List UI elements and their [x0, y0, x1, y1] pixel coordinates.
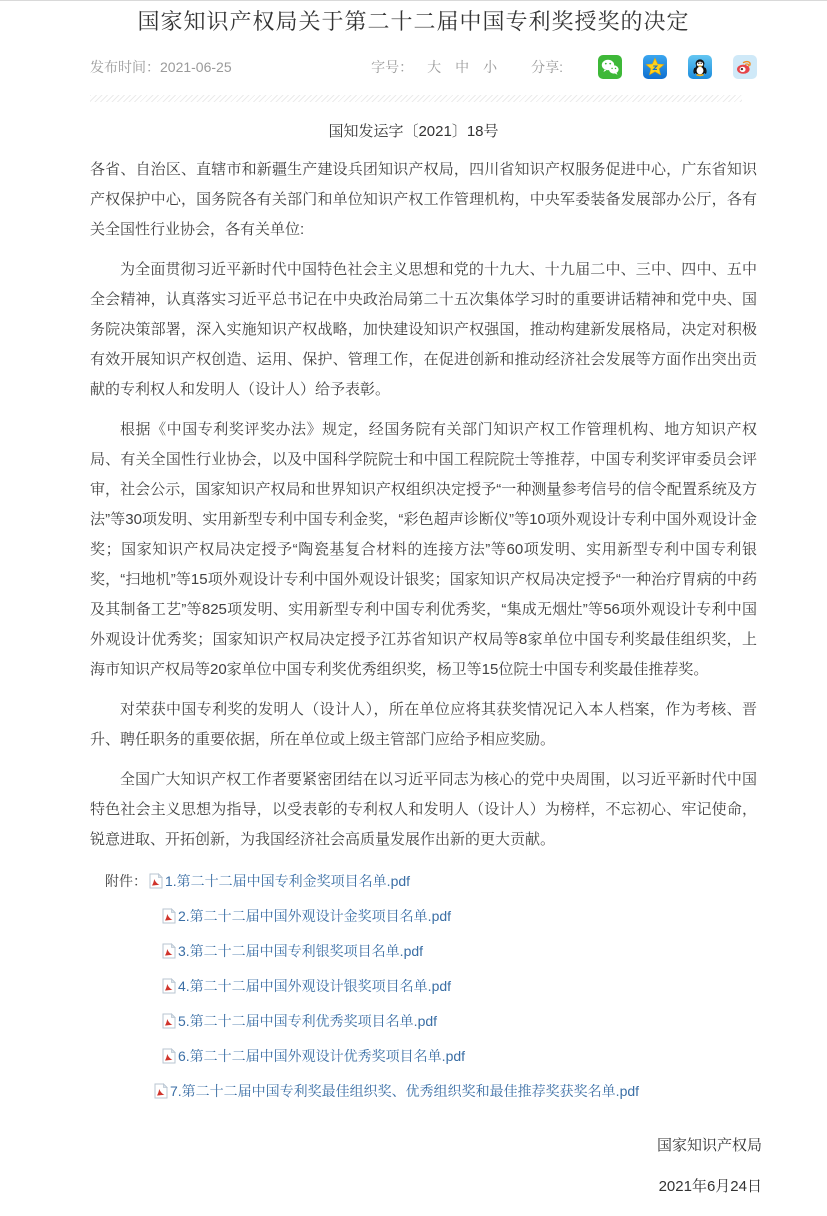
paragraph-body: 根据《中国专利奖评奖办法》规定，经国务院有关部门知识产权工作管理机构、地方知识产权局、有关全国性行业协会，以及中国科学院院士和中国工程院院士等推荐，中国专利奖评审委员会评审，社会公示，国家知识产权局和世界知识产权组织决定授予“一种测量参考信号的信令配置系统及方法”等30项发明、实用新型专利中国专利金奖，“彩色超声诊断仪”等10项外观设计专利中国外观设计金奖；国家知识产权局决定授予“陶瓷基复合材料的连接方法”等60项发明、实用新型专利中国专利银奖，“扫地机”等15项外观设计专利中国外观设计银奖；国家知识产权局决定授予“一种治疗胃病的中药及其制备工艺”等825项发明、实用新型专利中国专利优秀奖，“集成无烟灶”等56项外观设计专利中国外观设计优秀奖；国家知识产权局决定授予江苏省知识产权局等8家单位中国专利奖最佳组织奖，上海市知识产权局等20家单位中国专利奖优秀组织奖，杨卫等15位院士中国专利奖最佳推荐奖。	[90, 421, 757, 678]
page-title: 国家知识产权局关于第二十二届中国专利奖授奖的决定	[137, 9, 690, 34]
pdf-file-icon	[162, 943, 176, 959]
attachment-link-1[interactable]: 1.第二十二届中国专利金奖项目名单.pdf	[165, 873, 411, 889]
share-label: 分享:	[531, 59, 563, 75]
paragraph-body: 为全面贯彻习近平新时代中国特色社会主义思想和党的十九大、十九届二中、三中、四中、五中全会精神，认真落实习近平总书记在中央政治局第二十五次集体学习时的重要讲话精神和党中央、国务院决策部署，深入实施知识产权战略，加快建设知识产权强国，推动构建新发展格局，决定对积极有效开展知识产权创造、运用、保护、管理工作，在促进创新和推动经济社会发展等方面作出突出贡献的专利权人和发明人（设计人）给予表彰。	[90, 261, 757, 398]
share-group	[531, 55, 757, 79]
share-weibo-button[interactable]	[733, 55, 757, 79]
pdf-file-icon	[162, 908, 176, 924]
attachment-link-7[interactable]: 7.第二十二届中国专利奖最佳组织奖、优秀组织奖和最佳推荐奖获奖名单.pdf	[170, 1083, 640, 1099]
font-size-large-button[interactable]: 大	[427, 59, 442, 75]
font-size-small-button[interactable]: 小	[483, 59, 498, 75]
attachments-label: 附件：	[105, 873, 147, 889]
attachment-row	[105, 976, 757, 996]
attachment-row	[105, 871, 757, 891]
meta-row	[0, 53, 827, 81]
pdf-file-icon	[154, 1083, 168, 1099]
font-size-label: 字号：	[371, 59, 414, 75]
attachment-link-5[interactable]: 5.第二十二届中国专利优秀奖项目名单.pdf	[178, 1013, 438, 1029]
attachment-row	[105, 1046, 757, 1066]
attachment-link-3[interactable]: 3.第二十二届中国专利银奖项目名单.pdf	[178, 943, 424, 959]
paragraph-body: 全国广大知识产权工作者要紧密团结在以习近平同志为核心的党中央周围，以习近平新时代中国特色社会主义思想为指导，以受表彰的专利权人和发明人（设计人）为榜样，不忘初心、牢记使命，锐意进取、开拓创新，为我国经济社会高质量发展作出新的更大贡献。	[90, 771, 757, 848]
signature-block	[0, 1116, 827, 1196]
pdf-file-icon	[162, 1048, 176, 1064]
qq-penguin-icon	[688, 55, 712, 79]
attachment-row	[105, 941, 757, 961]
share-qzone-button[interactable]	[643, 55, 667, 79]
doc-number: 国知发运字〔2021〕18号	[328, 123, 499, 140]
signature-date: 2021年6月24日	[658, 1178, 762, 1195]
doc-body	[0, 141, 827, 855]
hatched-divider	[90, 95, 742, 102]
signature-org: 国家知识产权局	[656, 1137, 762, 1154]
font-size-group	[371, 57, 497, 77]
publish-time-label: 发布时间：	[90, 59, 160, 75]
attachment-link-4[interactable]: 4.第二十二届中国外观设计银奖项目名单.pdf	[178, 978, 452, 994]
pdf-file-icon	[162, 978, 176, 994]
publish-time	[90, 57, 232, 77]
attachment-row	[105, 1081, 757, 1101]
paragraph-body: 对荣获中国专利奖的发明人（设计人），所在单位应将其获奖情况记入本人档案，作为考核、晋升、聘任职务的重要依据，所在单位或上级主管部门应给予相应奖励。	[90, 701, 757, 748]
share-wechat-button[interactable]	[598, 55, 622, 79]
wechat-icon	[598, 55, 622, 79]
paragraph-salutation: 各省、自治区、直辖市和新疆生产建设兵团知识产权局，四川省知识产权服务促进中心，广东省知识产权保护中心，国务院各有关部门和单位知识产权工作管理机构，中央军委装备发展部办公厅，各有关全国性行业协会，各有关单位:	[90, 161, 757, 238]
pdf-file-icon	[162, 1013, 176, 1029]
qzone-star-icon	[643, 55, 667, 79]
pdf-file-icon	[149, 873, 163, 889]
publish-date: 2021-06-25	[160, 59, 232, 75]
article-page	[0, 1, 827, 1216]
attachment-link-6[interactable]: 6.第二十二届中国外观设计优秀奖项目名单.pdf	[178, 1048, 466, 1064]
attachment-row	[105, 906, 757, 926]
font-size-medium-button[interactable]: 中	[455, 59, 470, 75]
attachments-section	[0, 865, 827, 1101]
attachment-row	[105, 1011, 757, 1031]
share-qq-button[interactable]	[688, 55, 712, 79]
weibo-eye-icon	[733, 55, 757, 79]
attachment-link-2[interactable]: 2.第二十二届中国外观设计金奖项目名单.pdf	[178, 908, 452, 924]
